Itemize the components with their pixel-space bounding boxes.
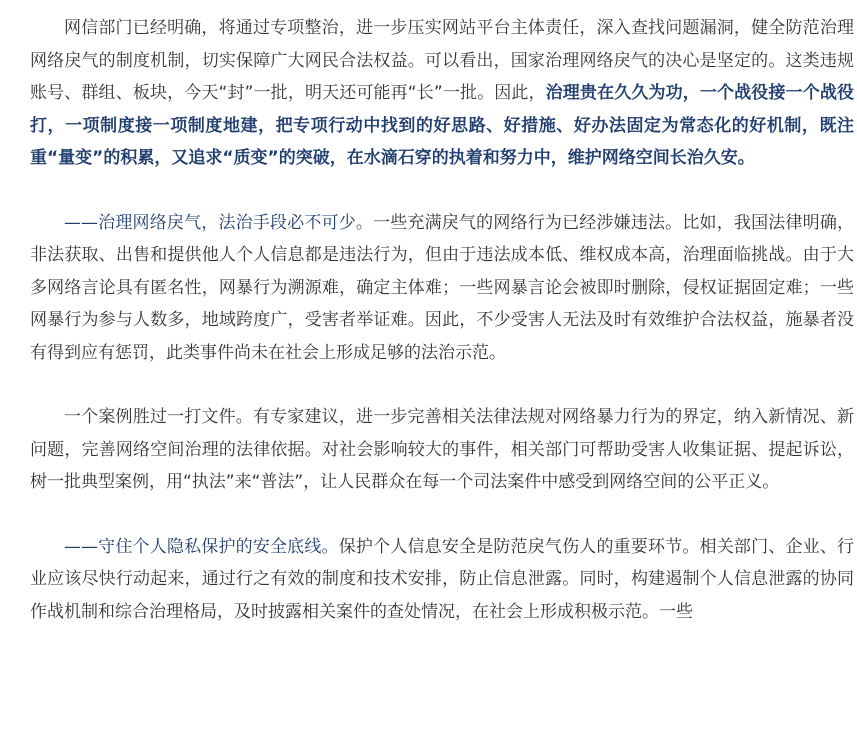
- paragraph-1: [30, 12, 854, 175]
- paragraph-text: 网信部门已经明确，将通过专项整治，进一步压实网站平台主体责任，深入查找问题漏洞，健全防范治理网络戾气的制度机制，切实保障广大网民合法权益。可以看出，国家治理网络戾气的决心是坚定的。这类违规账号、群组、板块，今天“封”一批，明天还可能再“长”一批。因此，: [30, 18, 854, 103]
- paragraph-text: 一个案例胜过一打文件。有专家建议，进一步完善相关法律法规对网络暴力行为的界定，纳入新情况、新问题，完善网络空间治理的法律依据。对社会影响较大的事件，相关部门可帮助受害人收集证据、提起诉讼，树一批典型案例，用“执法”来“普法”，让人民群众在每一个司法案件中感受到网络空间的公平正义。: [30, 407, 854, 492]
- paragraph-2: [30, 207, 854, 370]
- paragraph-4: [30, 531, 854, 629]
- paragraph-text: 保护个人信息安全是防范戾气伤人的重要环节。相关部门、企业、行业应该尽快行动起来，通过行之有效的制度和技术安排，防止信息泄露。同时，构建遏制个人信息泄露的协同作战机制和综合治理格局，及时披露相关案件的查处情况，在社会上形成积极示范。一些: [30, 536, 855, 622]
- section-lead: ——治理网络戾气，法治手段必不可少。: [64, 212, 374, 233]
- article-body: [30, 12, 854, 628]
- section-lead: ——守住个人隐私保护的安全底线。: [64, 536, 339, 557]
- paragraph-3: [30, 401, 854, 499]
- paragraph-text: 一些充满戾气的网络行为已经涉嫌违法。比如，我国法律明确，非法获取、出售和提供他人个人信息都是违法行为，但由于违法成本低、维权成本高，治理面临挑战。由于大多网络言论具有匿名性，网暴行为溯源难，确定主体难；一些网暴言论会被即时删除，侵权证据固定难；一些网暴行为参与人数多，地域跨度广，受害者举证难。因此，不少受害人无法及时有效维护合法权益，施暴者没有得到应有惩罚，此类事件尚未在社会上形成足够的法治示范。: [30, 212, 855, 363]
- emphasis-text: 治理贵在久久为功，一个战役接一个战役打，一项制度接一项制度地建，把专项行动中找到的好思路、好措施、好办法固定为常态化的好机制，既注重“量变”的积累，又追求“质变”的突破，在水滴石穿的执着和努力中，维护网络空间长治久安。: [30, 83, 855, 168]
